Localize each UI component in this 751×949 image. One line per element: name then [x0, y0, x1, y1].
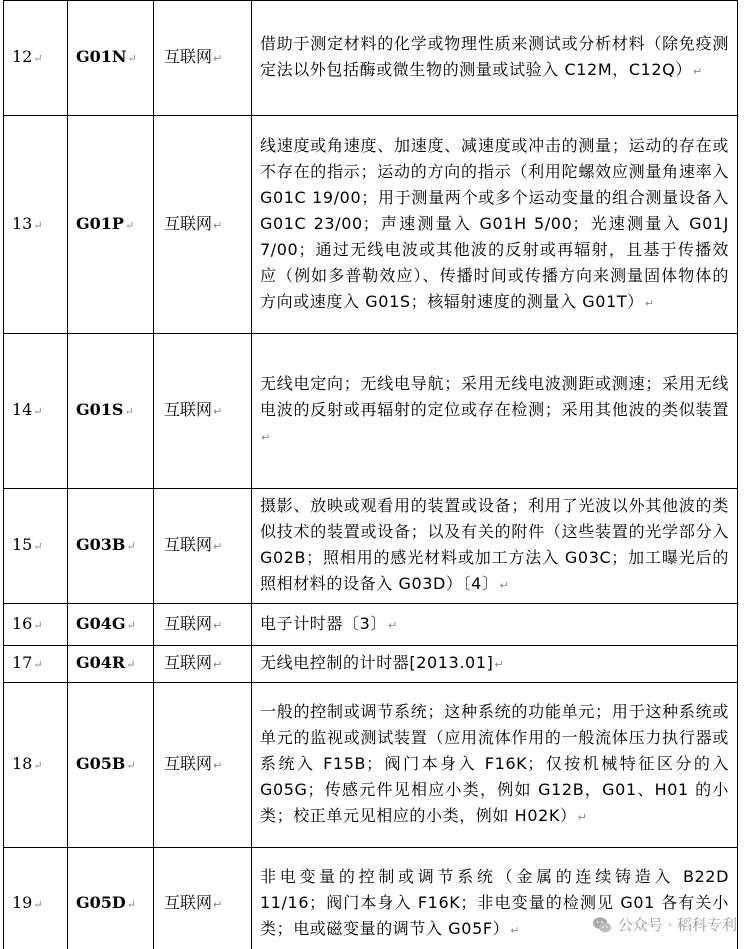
ipc-code: G01P↵ — [68, 116, 154, 334]
description: 电子计时器〔3〕↵ — [252, 604, 738, 646]
watermark-text: 公众号 · 稻科专利 — [617, 916, 737, 934]
table-row — [4, 683, 738, 848]
ipc-code: G01N↵ — [68, 1, 154, 116]
table-row — [4, 489, 738, 604]
domain-label: 互联网↵ — [154, 116, 252, 334]
table-row — [4, 646, 738, 683]
description: 摄影、放映或观看用的装置或设备；利用了光波以外其他波的类似技术的装置或设备；以及有关的附件（这些装置的光学部分入 G02B；照相用的感光材料或加工方法入 G03C；加工曝光后的照相材料的设备入 G03D）〔4〕↵ — [252, 489, 738, 604]
table-row — [4, 334, 738, 489]
watermark — [592, 914, 737, 935]
description: 借助于测定材料的化学或物理性质来测试或分析材料（除免疫测定法以外包括酶或微生物的测量或试验入 C12M，C12Q）↵ — [252, 1, 738, 116]
row-number: 14↵ — [4, 334, 68, 489]
domain-label: 互联网↵ — [154, 489, 252, 604]
row-number: 18↵ — [4, 683, 68, 848]
ipc-code: G03B↵ — [68, 489, 154, 604]
row-number: 19↵ — [4, 848, 68, 949]
domain-label: 互联网↵ — [154, 848, 252, 949]
table-row — [4, 116, 738, 334]
domain-label: 互联网↵ — [154, 1, 252, 116]
domain-label: 互联网↵ — [154, 334, 252, 489]
row-number: 16↵ — [4, 604, 68, 646]
wechat-icon — [592, 915, 612, 935]
table-row — [4, 1, 738, 116]
domain-label: 互联网↵ — [154, 646, 252, 683]
description: 无线电定向；无线电导航；采用无线电波测距或测速；采用无线电波的反射或再辐射的定位或存在检测；采用其他波的类似装置↵ — [252, 334, 738, 489]
ipc-code: G05B↵ — [68, 683, 154, 848]
row-number: 15↵ — [4, 489, 68, 604]
ipc-code: G01S↵ — [68, 334, 154, 489]
description: 一般的控制或调节系统；这种系统的功能单元；用于这种系统或单元的监视或测试装置（应用流体作用的一般流体压力执行器或系统入 F15B；阀门本身入 F16K；仅按机械特征区分的入 G05G；传感元件见相应小类，例如 G12B，G01、H01 的小类；校正单元见相应的小类，例如 H02K）↵ — [252, 683, 738, 848]
domain-label: 互联网↵ — [154, 604, 252, 646]
description: 非电变量的控制或调节系统（金属的连续铸造入 B22D 11/16；阀门本身入 F16K；非电变量的检测见 G01 各有关小类；电或磁变量的调节入 G05F）↵ — [252, 848, 738, 949]
ipc-classification-table — [3, 0, 738, 949]
table-row — [4, 604, 738, 646]
domain-label: 互联网↵ — [154, 683, 252, 848]
ipc-code: G04R↵ — [68, 646, 154, 683]
ipc-code: G04G↵ — [68, 604, 154, 646]
ipc-code: G05D↵ — [68, 848, 154, 949]
row-number: 17↵ — [4, 646, 68, 683]
description: 无线电控制的计时器[2013.01]↵ — [252, 646, 738, 683]
row-number: 13↵ — [4, 116, 68, 334]
description: 线速度或角速度、加速度、减速度或冲击的测量；运动的存在或不存在的指示；运动的方向的指示（利用陀螺效应测量角速率入 G01C 19/00；用于测量两个或多个运动变量的组合测量设备入 G01C 23/00；声速测量入 G01H 5/00；光速测量入 G01J 7/00；通过无线电波或其他波的反射或再辐射，且基于传播效应（例如多普勒效应）、传播时间或传播方向来测量固体物体的方向或速度入 G01S；核辐射速度的测量入 G01T）↵ — [252, 116, 738, 334]
row-number: 12↵ — [4, 1, 68, 116]
